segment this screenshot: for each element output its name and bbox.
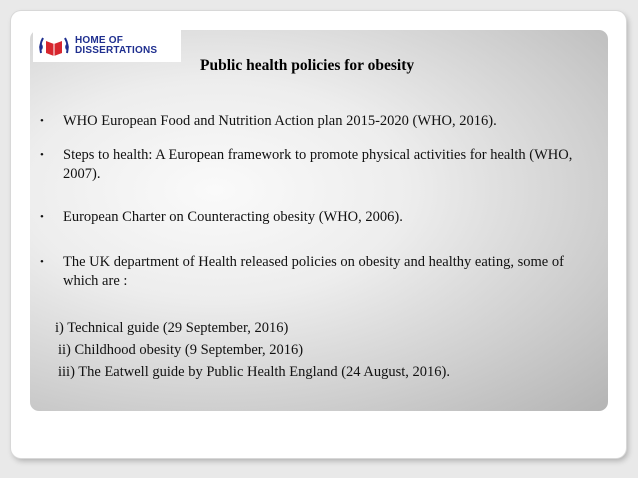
sub-item: i) Technical guide (29 September, 2016)	[55, 320, 289, 336]
bullet-text: Steps to health: A European framework to promote physical activities for health (WHO, 2007).	[63, 147, 573, 182]
sub-list	[55, 317, 450, 383]
bullet-item	[40, 208, 403, 227]
slide-title: Public health policies for obesity	[200, 57, 415, 74]
bullet-item	[40, 146, 590, 184]
bullet-text: The UK department of Health released policies on obesity and healthy eating, some of which are :	[63, 254, 564, 289]
bullet-marker: •	[40, 149, 44, 161]
bullet-item	[40, 253, 590, 291]
bullet-item	[40, 112, 497, 131]
logo	[33, 30, 181, 62]
bullet-text: European Charter on Counteracting obesity (WHO, 2006).	[63, 209, 403, 225]
bullet-text: WHO European Food and Nutrition Action plan 2015-2020 (WHO, 2016).	[63, 113, 497, 129]
logo-line-1: HOME OF	[75, 35, 124, 46]
bullet-marker: •	[40, 115, 44, 127]
sub-item: ii) Childhood obesity (9 September, 2016)	[58, 342, 304, 358]
logo-line-2: DISSERTATIONS	[75, 45, 158, 56]
sub-item: iii) The Eatwell guide by Public Health England (24 August, 2016).	[58, 364, 450, 380]
bullet-marker: •	[40, 256, 44, 268]
book-laurel-icon	[37, 33, 71, 59]
bullet-marker: •	[40, 211, 44, 223]
